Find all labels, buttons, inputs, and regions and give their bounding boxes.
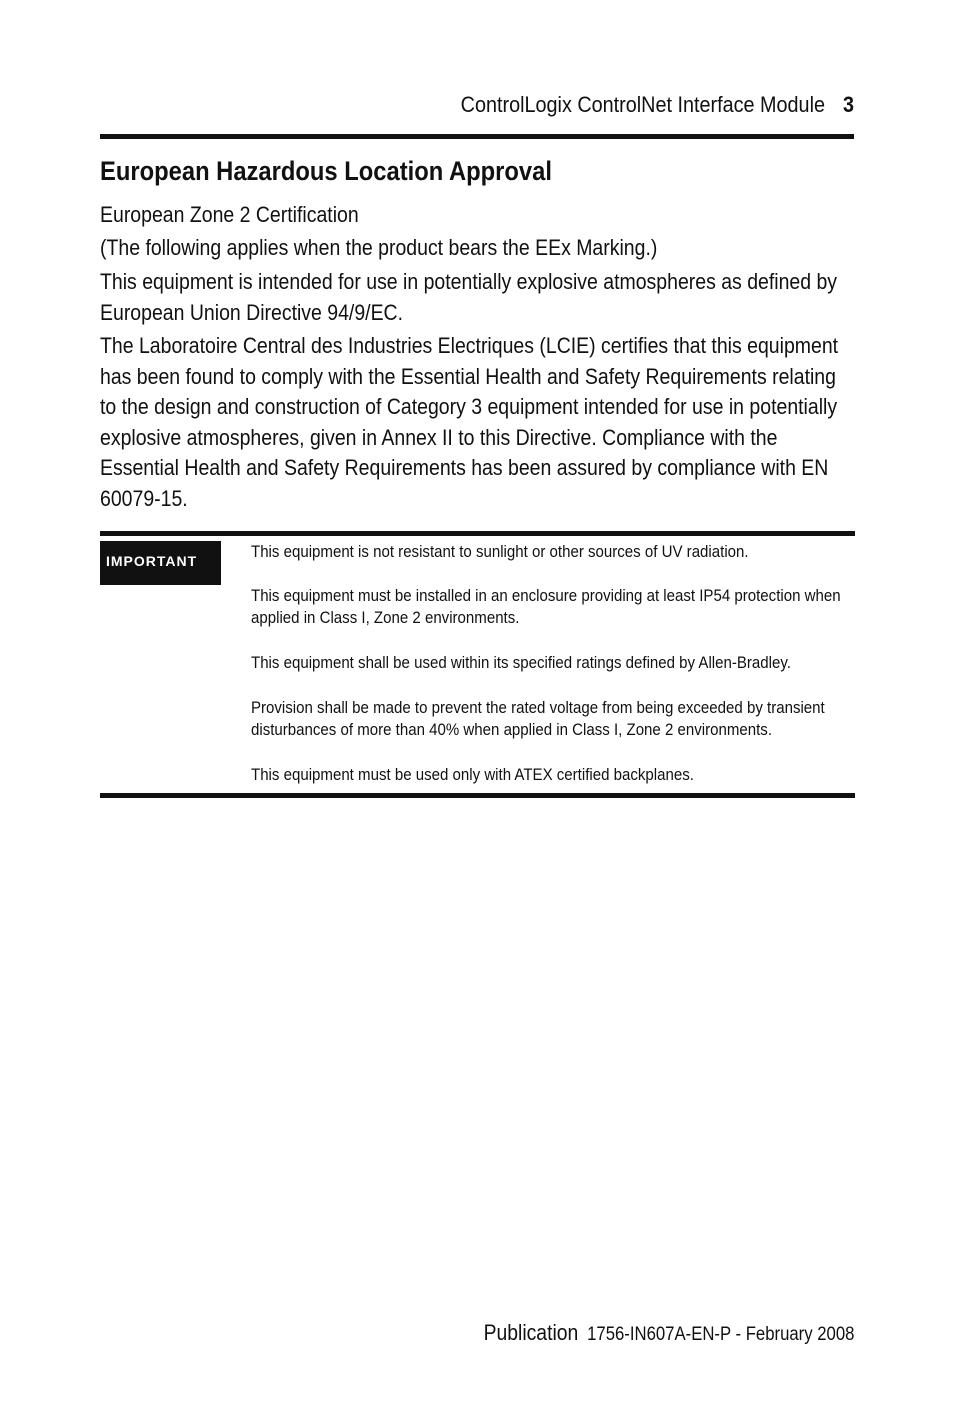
header-rule xyxy=(100,134,854,139)
page-number: 3 xyxy=(842,92,854,117)
section-heading: European Hazardous Location Approval xyxy=(100,156,552,186)
eex-marking-note: (The following applies when the product bears the EEx Marking.) xyxy=(100,235,658,260)
page-header xyxy=(175,92,854,118)
zone2-certification-text: European Zone 2 Certification xyxy=(100,202,359,227)
important-box-top-rule xyxy=(100,531,855,536)
publication-id: 1756-IN607A-EN-P - February 2008 xyxy=(586,1324,854,1345)
publication-label: Publication xyxy=(483,1320,578,1345)
important-note: This equipment must be installed in an enclosure providing at least IP54 protection when applied in Class I, Zone 2 environments. xyxy=(251,586,841,627)
important-note: This equipment shall be used within its specified ratings defined by Allen-Bradley. xyxy=(251,653,791,672)
important-box-bottom-rule xyxy=(100,793,855,798)
important-note: This equipment must be used only with ATEX certified backplanes. xyxy=(251,765,694,784)
document-title: ControlLogix ControlNet Interface Module xyxy=(460,92,825,117)
directive-paragraph: This equipment is intended for use in potentially explosive atmospheres as defined by European Union Directive 94/9/EC. xyxy=(100,269,838,325)
lcie-paragraph: The Laboratoire Central des Industries Electriques (LCIE) certifies that this equipment has been found to comply with the Essential Health and Safety Requirements relating to the design and construction of Category 3 equipment intended for use in potentially explosive atmospheres, given in Annex II to this Directive. Compliance with the Essential Health and Safety Requirements has been assured by compliance with EN 60079-15. xyxy=(100,333,839,511)
important-note: This equipment is not resistant to sunlight or other sources of UV radiation. xyxy=(251,542,749,561)
important-badge: IMPORTANT xyxy=(100,541,221,585)
important-note: Provision shall be made to prevent the rated voltage from being exceeded by transient disturbances of more than 40% when applied in Class I, Zone 2 environments. xyxy=(251,698,825,739)
page-footer xyxy=(483,1320,854,1346)
